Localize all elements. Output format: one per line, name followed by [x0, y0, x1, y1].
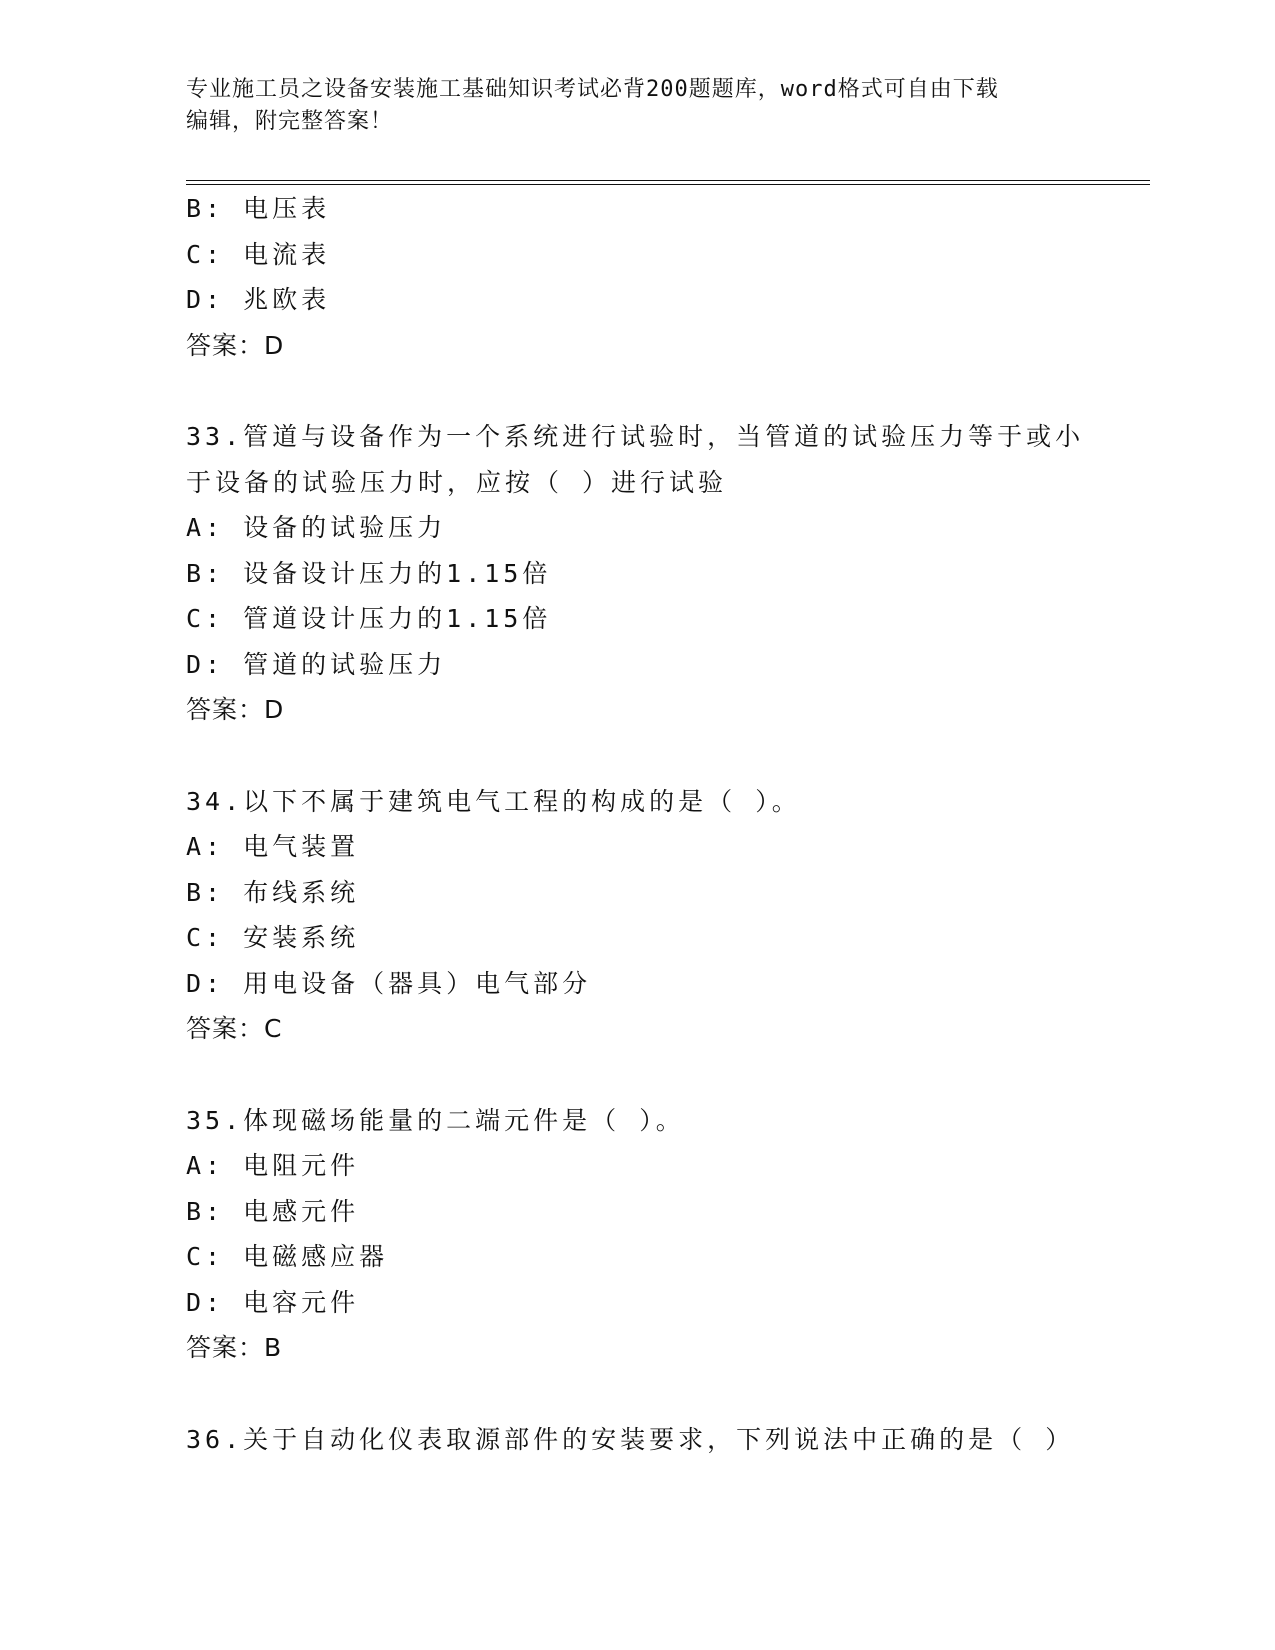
- question-34: [186, 779, 1086, 1052]
- question-list: [186, 186, 1086, 1462]
- option-d: D: 用电设备（器具）电气部分: [186, 968, 592, 998]
- option-b: B: 设备设计压力的1.15倍: [186, 558, 552, 588]
- answer: 答案：D: [186, 695, 285, 724]
- option-a: A: 设备的试验压力: [186, 513, 447, 542]
- option-c: C: 电流表: [186, 239, 331, 269]
- question-33: [186, 414, 1086, 733]
- question-36: [186, 1417, 1086, 1463]
- option-b: B: 电感元件: [186, 1196, 360, 1226]
- option-a: A: 电阻元件: [186, 1151, 360, 1180]
- question-35: [186, 1098, 1086, 1371]
- option-a: A: 电气装置: [186, 832, 360, 861]
- option-c: C: 安装系统: [186, 923, 360, 952]
- header-line-2: 编辑，附完整答案！: [186, 109, 394, 134]
- header-divider-bottom: [186, 184, 1150, 185]
- option-d: D: 电容元件: [186, 1287, 360, 1317]
- document-header: [186, 74, 1066, 138]
- option-b: B: 布线系统: [186, 877, 360, 907]
- answer: 答案：B: [186, 1333, 283, 1362]
- question-stem: 34.以下不属于建筑电气工程的构成的是（ ）。: [186, 786, 801, 816]
- question-32: [186, 186, 1086, 368]
- question-stem: 35.体现磁场能量的二端元件是（ ）。: [186, 1105, 685, 1135]
- header-divider-top: [186, 180, 1150, 181]
- option-b: B: 电压表: [186, 194, 331, 223]
- question-stem: 33.管道与设备作为一个系统进行试验时，当管道的试验压力等于或小: [186, 422, 1085, 451]
- answer: 答案：D: [186, 330, 285, 360]
- question-stem: 36.关于自动化仪表取源部件的安装要求，下列说法中正确的是（ ）: [186, 1424, 1075, 1454]
- header-line-1: 专业施工员之设备安装施工基础知识考试必背200题题库，word格式可自由下载: [186, 77, 999, 102]
- option-d: D: 兆欧表: [186, 285, 331, 314]
- question-stem-continued: 于设备的试验压力时，应按（ ）进行试验: [186, 467, 728, 497]
- answer: 答案：C: [186, 1014, 283, 1043]
- option-c: C: 电磁感应器: [186, 1242, 389, 1271]
- option-d: D: 管道的试验压力: [186, 649, 447, 679]
- option-c: C: 管道设计压力的1.15倍: [186, 604, 552, 633]
